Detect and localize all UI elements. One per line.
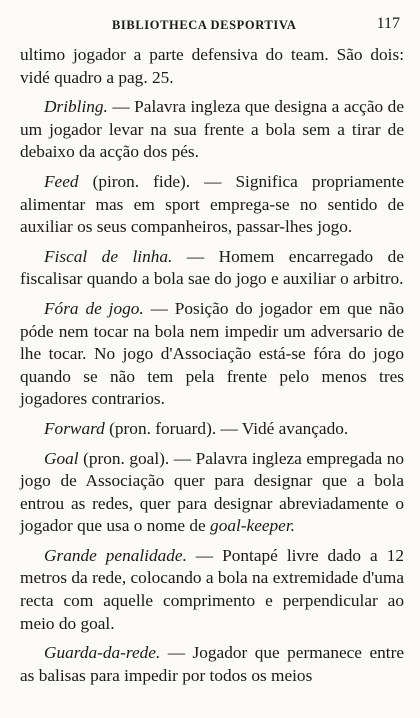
entry-definition: — Jogador que permanece entre as balisas para impedir por todos os meios: [20, 643, 404, 685]
entry-term: Grande penalidade.: [44, 545, 187, 565]
running-title: BIBLIOTHECA DESPORTIVA: [112, 18, 297, 32]
glossary-entry-goal: [20, 448, 404, 538]
entry-definition-emphasis: goal-keeper.: [210, 516, 295, 536]
entry-definition: — Posição do jogador em que não póde nem tocar na bola nem impedir um adversario de lhe tocar. No jogo d'Associação está-se fóra do jogo quando se não tem pela frente pelo menos tres jogadores contrarios.: [20, 298, 404, 409]
glossary-entry-feed: [20, 171, 404, 239]
entry-term: Forward: [44, 418, 105, 438]
glossary-entry-fiscal-de-linha: [20, 246, 404, 291]
glossary-entry-forward: [20, 418, 404, 441]
entry-definition: — Homem encarregado de fiscalisar quando a bola sae do jogo e auxiliar o arbitro.: [20, 246, 404, 289]
entry-term: Dribling.: [44, 97, 108, 117]
glossary-entry-guarda-da-rede: [20, 642, 404, 687]
glossary-entry-grande-penalidade: [20, 545, 404, 635]
glossary-entry-dribling: [20, 96, 404, 164]
entry-term: Goal: [44, 448, 79, 468]
entry-definition: (pron. foruard). — Vidé avançado.: [104, 418, 349, 438]
entry-definition: — Palavra ingleza que designa a acção de um jogador levar na sua frente a bola sem a tirar de debaixo da acção dos pés.: [20, 97, 404, 162]
entry-term: Fiscal de linha.: [44, 246, 173, 266]
running-head: [20, 12, 404, 36]
entry-definition: ultimo jogador a parte defensiva do team. São dois: vidé quadro a pag. 25.: [20, 45, 404, 87]
page-number: 117: [376, 15, 400, 32]
entry-definition: (pron. goal). — Palavra ingleza empregada no jogo de Associação quer para designar que a bola entrou as redes, quer para designar abreviadamente o jogador que usa o nome de: [20, 448, 404, 536]
entry-definition: — Pontapé livre dado a 12 metros da rede, colocando a bola na extremidade d'uma recta com aquelle comprimento e perpendicular ao meio do goal.: [20, 545, 405, 633]
entry-term: Guarda-da-rede.: [44, 643, 161, 663]
entry-term: Feed: [44, 171, 79, 191]
entry-term: Fóra de jogo.: [44, 298, 144, 318]
glossary-entry-continuation: [20, 44, 404, 89]
glossary-body: [20, 44, 404, 687]
entry-definition: (piron. fide). — Significa propriamente alimentar mas em sport emprega-se no sentido de auxiliar os seus companheiros, passar-lhes jogo.: [20, 171, 404, 237]
glossary-entry-fora-de-jogo: [20, 298, 404, 411]
